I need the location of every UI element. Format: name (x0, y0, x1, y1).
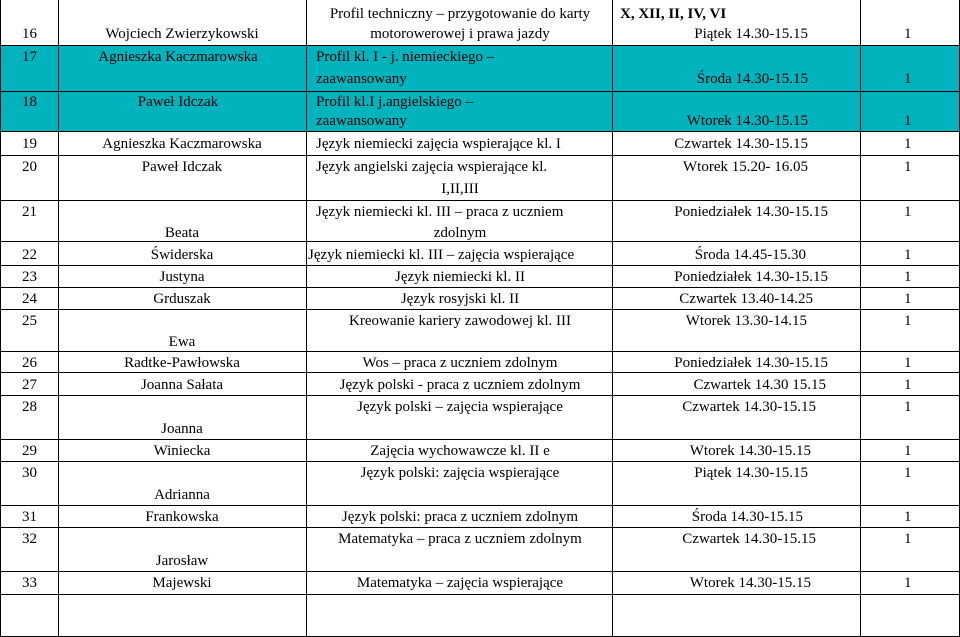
grid-line (0, 505, 960, 506)
subject: Język polski: zajęcia wspierające (360, 465, 560, 481)
schedule-time: Wtorek 15.20- 16.05 (683, 159, 808, 175)
teacher-name: Agnieszka Kaczmarowska (102, 136, 262, 152)
hours: 1 (904, 399, 912, 415)
subject: I,II,III (441, 181, 479, 197)
subject: Kreowanie kariery zawodowej kl. III (349, 313, 571, 329)
schedule-time: Piątek 14.30-15.15 (694, 26, 808, 42)
row-number: 19 (22, 136, 37, 152)
hours: 1 (904, 575, 912, 591)
hours: 1 (904, 26, 912, 42)
subject: Język rosyjski kl. II (400, 291, 520, 307)
grid-line (0, 395, 960, 396)
schedule-time: Wtorek 14.30-15.15 (686, 113, 808, 129)
row-number: 30 (22, 465, 37, 481)
subject: Język niemiecki kl. II (395, 269, 525, 285)
subject: Zajęcia wychowawcze kl. II e (370, 443, 550, 459)
subject: Język niemiecki zajęcia wspierające kl. I (316, 136, 561, 152)
schedule-time: Środa 14.30-15.15 (696, 71, 808, 87)
row-number: 26 (22, 355, 37, 371)
subject: zdolnym (433, 225, 487, 241)
subject: Język polski: praca z uczniem zdolnym (341, 509, 579, 525)
row-number: 17 (22, 49, 37, 65)
schedule-time: Poniedziałek 14.30-15.15 (674, 269, 828, 285)
hours: 1 (904, 204, 912, 220)
grid-line (306, 0, 307, 637)
teacher-name: Radtke-Pawłowska (124, 355, 240, 371)
teacher-name: Joanna Sałata (140, 377, 224, 393)
teacher-name: Świderska (150, 247, 214, 263)
schedule-time: Czwartek 14.30-15.15 (682, 399, 816, 415)
hours: 1 (904, 113, 912, 129)
teacher-name: Ewa (168, 334, 196, 350)
grid-line (0, 91, 960, 92)
row-number: 28 (22, 399, 37, 415)
schedule-time: Środa 14.30-15.15 (691, 509, 803, 525)
subject: Profil techniczny – przygotowanie do karty (329, 6, 591, 22)
grid-line (0, 155, 960, 156)
row-number: 32 (22, 531, 37, 547)
row-number: 27 (22, 377, 37, 393)
hours: 1 (904, 509, 912, 525)
schedule-time: Wtorek 13.30-14.15 (685, 313, 807, 329)
grid-line (0, 527, 960, 528)
row-number: 29 (22, 443, 37, 459)
grid-line (0, 439, 960, 440)
teacher-name: Adrianna (154, 487, 210, 503)
hours: 1 (904, 531, 912, 547)
row-number: 22 (22, 247, 37, 263)
schedule-time: Czwartek 14.30-15.15 (682, 531, 816, 547)
subject: zaawansowany (316, 113, 407, 129)
teacher-name: Wojciech Zwierzykowski (105, 26, 259, 42)
schedule-time: Wtorek 14.30-15.15 (689, 443, 811, 459)
teacher-name: Paweł Idczak (141, 159, 223, 175)
schedule-time: Czwartek 14.30-15.15 (674, 136, 808, 152)
row-number: 23 (22, 269, 37, 285)
hours: 1 (904, 247, 912, 263)
hours: 1 (904, 71, 912, 87)
subject: Język angielski zajęcia wspierające kl. (316, 159, 548, 175)
teacher-name: Jarosław (155, 553, 209, 569)
classes: X, XII, II, IV, VI (620, 6, 727, 22)
row-number: 21 (22, 204, 37, 220)
subject: Matematyka – zajęcia wspierające (356, 575, 564, 591)
hours: 1 (904, 291, 912, 307)
hours: 1 (904, 269, 912, 285)
grid-line (0, 287, 960, 288)
row-number: 24 (22, 291, 37, 307)
schedule-time: Czwartek 13.40-14.25 (679, 291, 813, 307)
hours: 1 (904, 377, 912, 393)
grid-line (860, 0, 861, 637)
grid-line (0, 594, 960, 595)
schedule-time: Poniedziałek 14.30-15.15 (674, 204, 828, 220)
subject: Matematyka – praca z uczniem zdolnym (338, 531, 582, 547)
subject: Język niemiecki kl. III – praca z uczniem (316, 204, 564, 220)
subject: motorowerowej i prawa jazdy (370, 26, 550, 42)
grid-line (0, 200, 960, 201)
subject: Wos – praca z uczniem zdolnym (362, 355, 558, 371)
hours: 1 (904, 136, 912, 152)
hours: 1 (904, 313, 912, 329)
row-number: 31 (22, 509, 37, 525)
hours: 1 (904, 465, 912, 481)
row-number: 20 (22, 159, 37, 175)
grid-line (0, 351, 960, 352)
teacher-name: Majewski (152, 575, 212, 591)
subject: Profil kl. I - j. niemieckiego – (316, 49, 495, 65)
schedule-time: Poniedziałek 14.30-15.15 (674, 355, 828, 371)
teacher-name: Grduszak (153, 291, 211, 307)
grid-line (0, 461, 960, 462)
subject: Język polski - praca z uczniem zdolnym (339, 377, 581, 393)
teacher-name: Agnieszka Kaczmarowska (98, 49, 258, 65)
teacher-name: Frankowska (145, 509, 219, 525)
row-number: 18 (22, 94, 37, 110)
hours: 1 (904, 355, 912, 371)
teacher-name: Paweł Idczak (137, 94, 219, 110)
grid-line (0, 131, 960, 132)
row-number: 33 (22, 575, 37, 591)
schedule-time: Środa 14.45-15.30 (694, 247, 806, 263)
teacher-name: Winiecka (153, 443, 211, 459)
grid-line (0, 0, 1, 637)
subject: Język niemiecki kl. III – zajęcia wspierające (308, 247, 575, 263)
grid-line (0, 309, 960, 310)
grid-line (0, 45, 960, 46)
schedule-time: Czwartek 14.30 15.15 (693, 377, 826, 393)
subject: Język polski – zajęcia wspierające (357, 399, 563, 415)
grid-line (0, 372, 960, 373)
grid-line (612, 0, 613, 637)
teacher-name: Beata (164, 225, 200, 241)
teacher-name: Justyna (159, 269, 205, 285)
row-number: 25 (22, 313, 37, 329)
hours: 1 (904, 159, 912, 175)
hours: 1 (904, 443, 912, 459)
teacher-name: Joanna (161, 421, 203, 437)
subject: zaawansowany (316, 71, 407, 87)
grid-line (0, 571, 960, 572)
schedule-time: Piątek 14.30-15.15 (694, 465, 808, 481)
subject: Profil kl.I j.angielskiego – (316, 94, 474, 110)
schedule-time: Wtorek 14.30-15.15 (689, 575, 811, 591)
grid-line (58, 0, 59, 637)
row-number: 16 (22, 26, 37, 42)
grid-line (0, 265, 960, 266)
